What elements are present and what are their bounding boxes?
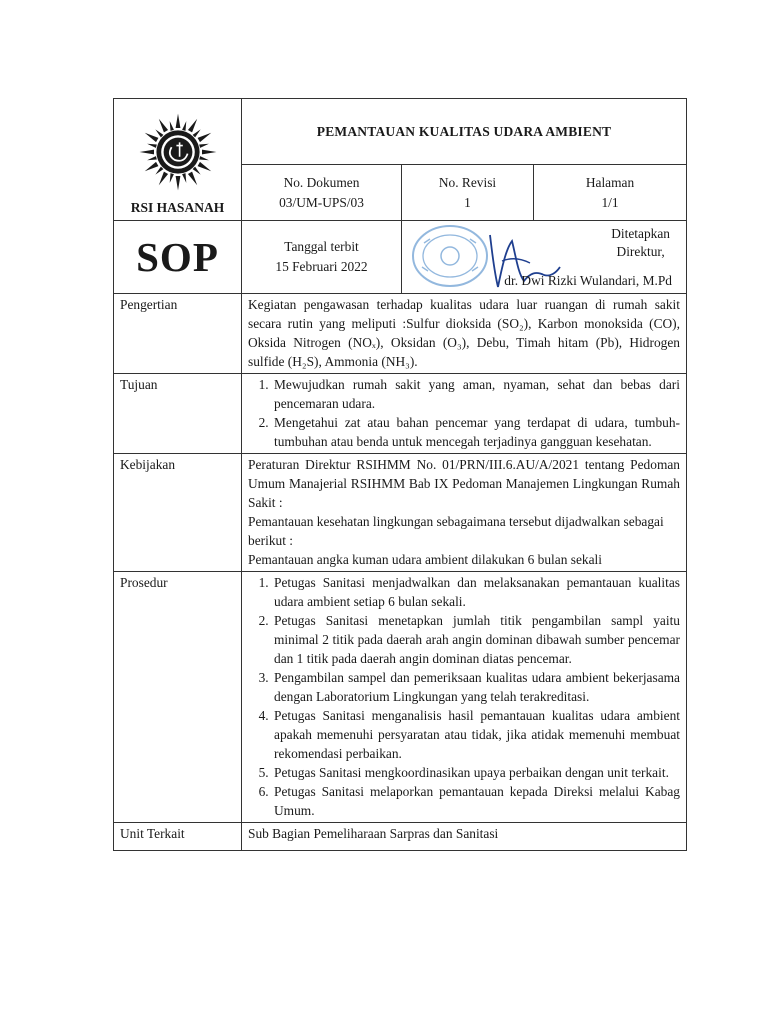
sop-label: SOP: [114, 221, 242, 294]
revision-label: No. Revisi: [438, 174, 497, 190]
tujuan-list: [248, 375, 680, 451]
approval-cell: [402, 221, 687, 294]
kebijakan-para-2: Pemantauan kesehatan lingkungan sebagaimana tersebut dijadwalkan sebagai berikut :: [248, 514, 664, 548]
kebijakan-para-1: Peraturan Direktur RSIHMM No. 01/PRN/III.6.AU/A/2021 tentang Pedoman Umum Manajerial RSIHMM Bab IX Pedoman Manajemen Lingkungan Rumah Sakit :: [248, 457, 680, 510]
list-item: 6. Petugas Sanitasi melaporkan pemantauan kepada Direksi melalui Kabag Umum.: [272, 782, 680, 820]
section-content-kebijakan: [242, 454, 687, 572]
list-item: 1. Petugas Sanitasi menjadwalkan dan melaksanakan pemantauan kualitas udara ambient setiap 6 bulan sekali.: [272, 573, 680, 611]
org-name: RSI HASANAH: [130, 200, 225, 215]
page-cell: [534, 165, 687, 221]
section-label-unit-terkait: Unit Terkait: [114, 823, 242, 851]
section-label-kebijakan: Kebijakan: [114, 454, 242, 572]
section-content-tujuan: [242, 374, 687, 454]
pengertian-text: Kegiatan pengawasan terhadap kualitas udara luar ruangan di rumah sakit secara rutin yang meliputi :Sulfur dioksida (SO₂), Karbon monoksida (CO), Oksida Nitrogen (NOₓ), Oksidan (O₃), Debu, Timah hitam (Pb), Hidrogen sulfide (H₂S), Ammonia (NH₃).: [248, 297, 680, 369]
issue-date-cell: [242, 221, 402, 294]
muhammadiyah-sun-logo-icon: [138, 112, 218, 192]
approval-role: Direktur,: [616, 244, 665, 259]
doc-number-value: 03/UM-UPS/03: [279, 194, 364, 210]
sop-table: [113, 98, 687, 851]
approval-label: Ditetapkan: [611, 226, 670, 241]
kebijakan-para-3: Pemantauan angka kuman udara ambient dilakukan 6 bulan sekali: [248, 552, 602, 567]
unit-terkait-text: Sub Bagian Pemeliharaan Sarpras dan Sanitasi: [248, 826, 499, 841]
section-label-prosedur: Prosedur: [114, 572, 242, 823]
section-label-pengertian: Pengertian: [114, 294, 242, 374]
doc-number-label: No. Dokumen: [283, 174, 360, 190]
list-item: 2. Mengetahui zat atau bahan pencemar yang terdapat di udara, tumbuh-tumbuhan atau benda untuk mencegah terjadinya gangguan kesehatan.: [272, 413, 680, 451]
approver-name: dr. Dwi Rizki Wulandari, M.Pd: [504, 273, 672, 288]
page-value: 1/1: [601, 194, 619, 210]
list-item: 4. Petugas Sanitasi menganalisis hasil pemantauan kualitas udara ambient apakah memenuhi persyaratan atau tidak, jika atidak memenuhi membuat rekomendasi perbaikan.: [272, 706, 680, 763]
prosedur-list: [248, 573, 680, 820]
doc-number-cell: [242, 165, 402, 221]
list-item: 1. Mewujudkan rumah sakit yang aman, nyaman, sehat dan bebas dari pencemaran udara.: [272, 375, 680, 413]
document-title: PEMANTAUAN KUALITAS UDARA AMBIENT: [242, 99, 687, 165]
revision-cell: [402, 165, 534, 221]
issue-date-label: Tanggal terbit: [284, 239, 359, 254]
section-label-tujuan: Tujuan: [114, 374, 242, 454]
section-content-unit-terkait: [242, 823, 687, 851]
list-item: 3. Pengambilan sampel dan pemeriksaan kualitas udara ambient bekerjasama dengan Laboratorium Lingkungan yang telah terakreditasi.: [272, 668, 680, 706]
logo-cell: [114, 99, 242, 221]
page-label: Halaman: [585, 174, 635, 190]
revision-value: 1: [464, 194, 471, 210]
issue-date-value: 15 Februari 2022: [275, 259, 368, 274]
section-content-prosedur: [242, 572, 687, 823]
list-item: 2. Petugas Sanitasi menetapkan jumlah titik pengambilan sampl yaitu minimal 2 titik pada daerah arah angin dominan dibawah sumber pencemar dan 1 titik pada daerah angin dominan diatas pencemar.: [272, 611, 680, 668]
approval-text: [611, 225, 670, 261]
section-content-pengertian: [242, 294, 687, 374]
list-item: 5. Petugas Sanitasi mengkoordinasikan upaya perbaikan dengan unit terkait.: [272, 763, 680, 782]
